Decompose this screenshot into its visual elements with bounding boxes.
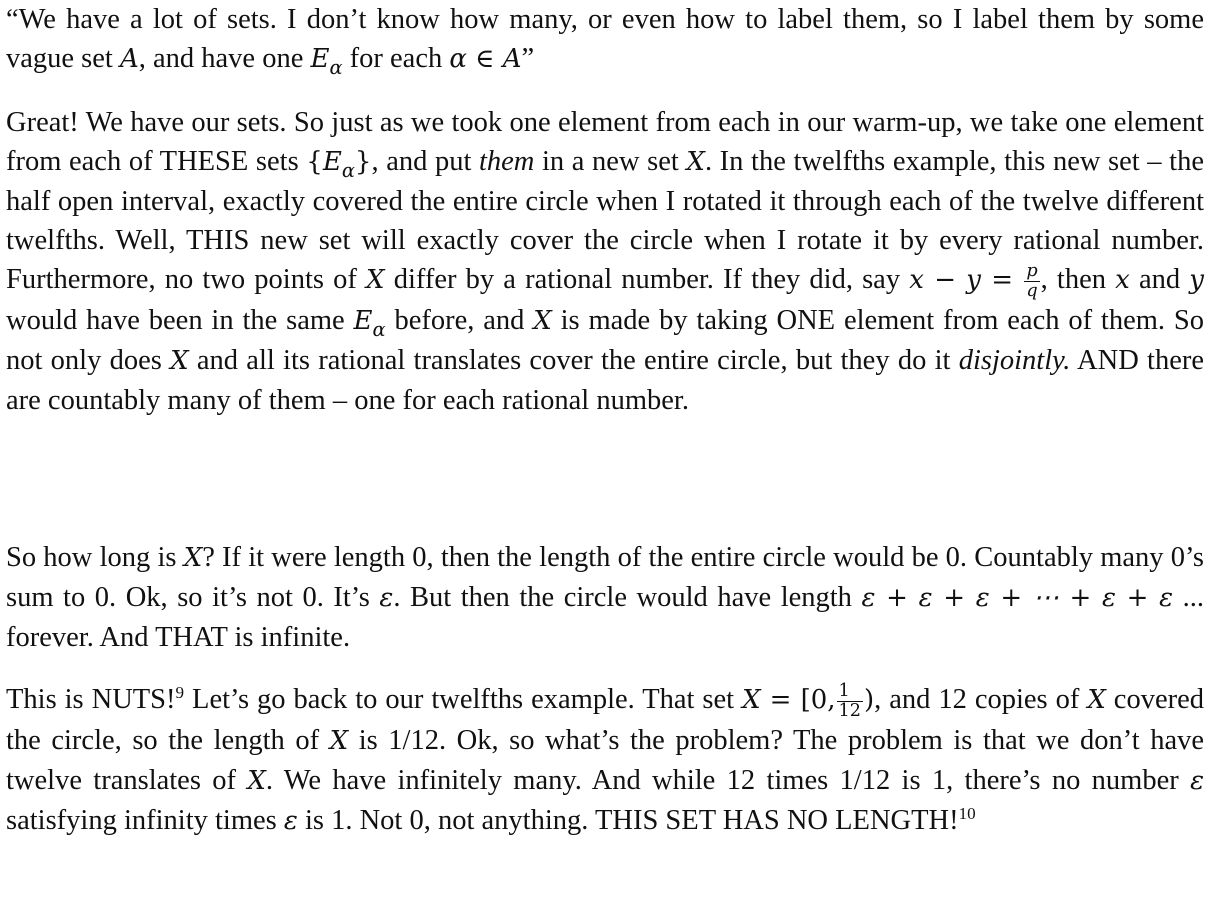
math-var: X <box>533 305 552 336</box>
math-expr: ε + ε + ε + ⋯ + ε + ε <box>861 583 1174 613</box>
text: for each <box>342 43 450 74</box>
math-var: A <box>119 44 139 74</box>
text: before, and <box>385 304 534 336</box>
text: would have been in the same <box>6 304 354 336</box>
fraction-numerator: 1 <box>838 681 850 702</box>
footnote-marker: 9 <box>175 682 185 702</box>
math-var: X <box>183 543 203 573</box>
text: ” <box>521 43 535 74</box>
math-var: X <box>170 345 189 376</box>
math-subscript: α <box>372 317 386 341</box>
paragraph-4 <box>6 680 1204 841</box>
emphasis: disjointly. <box>958 344 1071 376</box>
math-subscript: α <box>341 158 355 182</box>
text: satisfying infinity times <box>6 804 284 836</box>
math-expr: = [0, <box>760 685 836 715</box>
paragraph-2 <box>6 103 1204 420</box>
math-fraction <box>837 682 863 720</box>
math-bracket: ) <box>864 685 875 715</box>
fraction-denominator: 12 <box>838 700 861 721</box>
math-var: X <box>1087 685 1106 715</box>
text: AND there are countably many of them – one for each rational number. <box>6 344 1204 416</box>
math-var: X <box>366 265 385 295</box>
text: . We have infinitely many. And while 12 times 1/12 is 1, there’s no number <box>265 764 1191 796</box>
text: is 1/12. Ok, so what’s the problem? The problem is that we don’t have twelve translates of <box>6 724 1204 796</box>
fraction-numerator: p <box>1026 261 1038 282</box>
math-var: ε <box>379 583 394 613</box>
math-var: X <box>686 147 705 177</box>
math-brace: } <box>354 147 372 177</box>
math-var: ε <box>283 805 298 836</box>
emphasis: them <box>478 146 535 177</box>
text: in a new set <box>534 146 687 177</box>
text: , then <box>1040 264 1116 295</box>
text: ? If it were length 0, then the length of the entire circle would be 0. Countably many 0’s sum to 0. Ok, so it’s not 0. It’s <box>6 542 1204 613</box>
math-var: A <box>502 44 522 74</box>
math-var: y <box>1189 265 1204 295</box>
text: . In the twelfths example, this new set – the half open interval, exactly covered the entire circle when I rotated it through each of the twelve different twelfths. Well, THIS new set will exactly cover the circle when I rotate it by every rational number. Furthermore, no two points of <box>6 146 1204 295</box>
math-var: ε <box>1190 765 1205 796</box>
math-var: x <box>1115 265 1130 295</box>
text: covered the circle, so the length of <box>6 684 1205 756</box>
math-expr: α ∈ <box>449 44 503 74</box>
text: and <box>1129 264 1190 295</box>
text: , and have one <box>138 43 311 74</box>
text: So how long is <box>6 542 184 573</box>
text: is 1. Not 0, not anything. THIS SET HAS NO LENGTH! <box>297 804 959 836</box>
text: , and 12 copies of <box>874 684 1088 715</box>
fraction-denominator: q <box>1026 280 1038 301</box>
text: Great! We have our sets. So just as we took one element from each in our warm-up, we take one element from each of THESE sets <box>6 107 1204 177</box>
math-subscript: α <box>329 55 343 79</box>
math-var: X <box>742 685 761 715</box>
paragraph-1 <box>6 0 1204 79</box>
text: and all its rational translates cover the entire circle, but they do it <box>188 344 959 376</box>
math-var: E <box>310 44 330 74</box>
math-var: E <box>322 147 342 177</box>
text: differ by a rational number. If they did, say <box>384 264 910 295</box>
math-brace: { <box>306 147 323 177</box>
paragraph-3 <box>6 538 1204 657</box>
math-var: E <box>353 305 373 336</box>
math-expr: x − y = <box>909 265 1024 295</box>
text: ... forever. And THAT is infinite. <box>6 582 1205 653</box>
math-var: X <box>329 725 349 756</box>
text: , and put <box>371 146 479 177</box>
footnote-marker: 10 <box>958 803 976 823</box>
text: This is NUTS! <box>6 684 176 715</box>
text: is made by taking ONE element from each of them. So not only does <box>6 304 1204 376</box>
text: Let’s go back to our twelfths example. That set <box>184 684 743 715</box>
text: “We have a lot of sets. I don’t know how many, or even how to label them, so I label them by some vague set <box>6 4 1204 74</box>
text: . But then the circle would have length <box>393 582 862 613</box>
math-var: X <box>247 765 266 796</box>
math-fraction <box>1024 262 1039 300</box>
